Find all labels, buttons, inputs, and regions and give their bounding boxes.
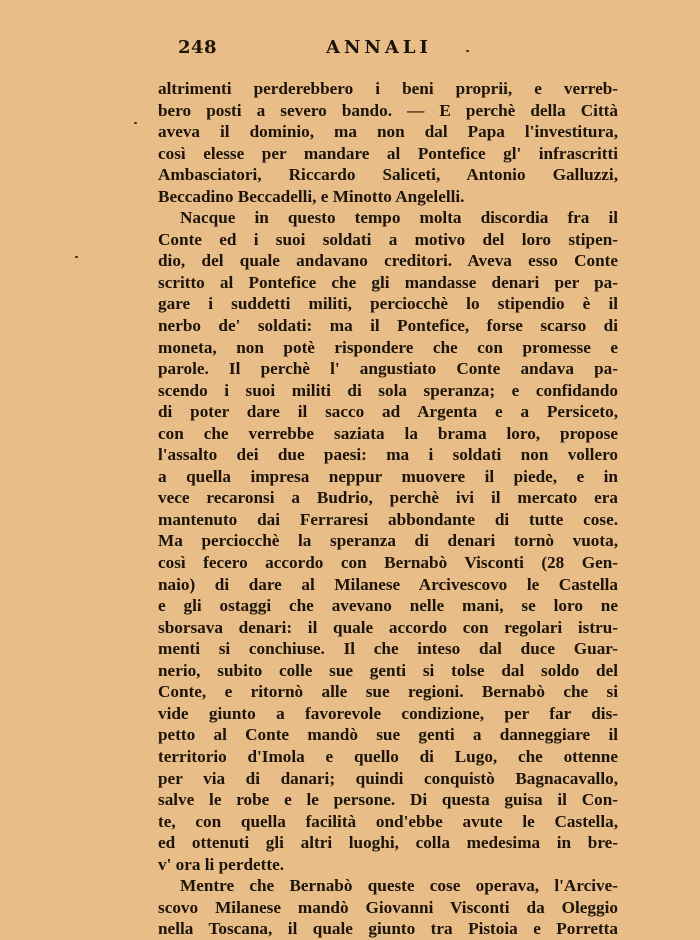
text-line: aveva il dominio, ma non dal Papa l'investitura, [158,122,618,142]
page-header [160,37,610,61]
text-line: altrimenti perderebbero i beni proprii, e verreb- [158,79,618,98]
text-line: bero posti a severo bando. — E perchè della Città [158,100,618,120]
text-line: a quella impresa neppur muovere il piede, e in [158,466,618,486]
text-line: vide giunto a favorevole condizione, per far dis- [158,703,618,723]
ink-speck [466,50,469,52]
text-line: parole. Il perchè l' angustiato Conte andava pa- [158,359,618,379]
text-line: con che verrebbe saziata la brama loro, propose [158,423,618,443]
text-line: scovo Milanese mandò Giovanni Visconti da Oleggio [158,897,618,917]
text-line: e gli ostaggi che avevano nelle mani, se loro ne [158,596,618,616]
text-line: Conte, e ritornò alle sue regioni. Bernabò che si [158,682,618,702]
text-line: nerio, subito colle sue genti si tolse dal soldo del [158,660,618,680]
ink-speck [75,256,78,258]
running-title: ANNALI [326,37,432,58]
text-line: mantenuto dai Ferraresi abbondante di tutte cose. [158,509,618,529]
text-line: gare i suddetti militi, perciocchè lo stipendio è il [158,294,618,314]
text-line: nella Toscana, il quale giunto tra Pistoia e Porretta [158,919,618,939]
text-line: Ambasciatori, Riccardo Saliceti, Antonio Galluzzi, [158,165,618,185]
text-line: v' ora li perdette. [158,854,285,874]
text-line: nerbo de' soldati: ma il Pontefice, forse scarso di [158,316,618,336]
text-line: scendo i suoi militi di sola speranza; e confidando [158,380,618,400]
text-line: ed ottenuti gli altri luoghi, colla medesima in bre- [158,833,618,853]
text-line: naio) di dare al Milanese Arcivescovo le Castella [158,574,618,594]
text-line: Nacque in questo tempo molta discordia fra il [180,208,618,228]
text-line: moneta, non potè rispondere che con promesse e [158,337,618,357]
text-line: di poter dare il sacco ad Argenta e a Persiceto, [158,402,618,422]
text-line: Beccadino Beccadelli, e Minotto Angelelli. [158,186,465,206]
text-line: sborsava denari: il quale accordo con regolari istru- [158,617,618,637]
text-line: petto al Conte mandò sue genti a danneggiare il [158,725,618,745]
ink-speck [134,122,137,124]
text-line: così fecero accordo con Bernabò Visconti (28 Gen- [158,553,618,573]
text-line: Mentre che Bernabò queste cose operava, l'Arcive- [180,876,618,896]
text-line: così elesse per mandare al Pontefice gl' infrascritti [158,143,618,163]
body-text [158,78,618,940]
text-line: per via di danari; quindi conquistò Bagnacavallo, [158,768,618,788]
text-line: menti si conchiuse. Il che inteso dal duce Guar- [158,639,618,659]
page-number: 248 [178,37,218,58]
text-line: Ma perciocchè la speranza di denari tornò vuota, [158,531,618,551]
text-line: Conte ed i suoi soldati a motivo del loro stipen- [158,229,618,249]
text-line: scritto al Pontefice che gli mandasse denari per pa- [158,272,618,292]
text-line: te, con quella facilità ond'ebbe avute le Castella, [158,811,618,831]
text-line: dio, del quale andavano creditori. Aveva esso Conte [158,251,618,271]
text-line: salve le robe e le persone. Di questa guisa il Con- [158,790,618,810]
text-line: territorio d'Imola e quello di Lugo, che ottenne [158,746,618,766]
text-line: vece recaronsi a Budrio, perchè ivi il mercato era [158,488,618,508]
text-line: l'assalto dei due paesi: ma i soldati non vollero [158,445,618,465]
